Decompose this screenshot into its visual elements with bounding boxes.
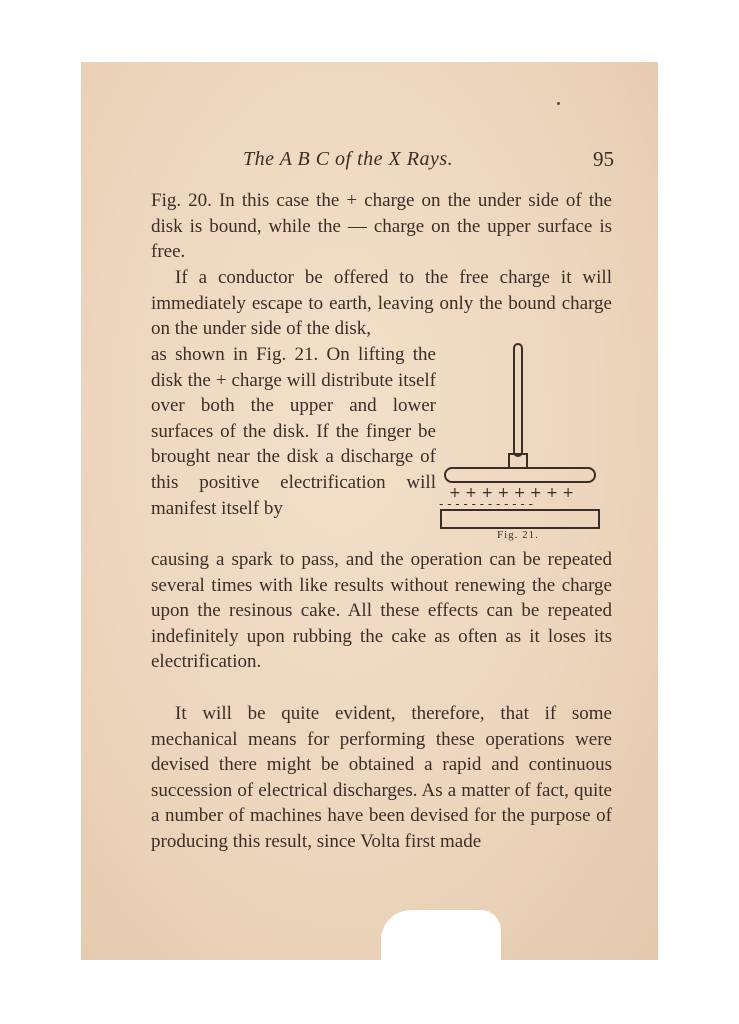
electrophorus-diagram — [439, 341, 607, 549]
figure-caption: Fig. 21. — [497, 529, 539, 541]
metal-disk — [445, 468, 595, 482]
page-edge-mark — [381, 910, 501, 960]
paragraph-3: It will be quite evident, therefore, that if some mechanical means for performing these operations were devised there might be obtained a rapid and continuous succession of electrical discharges. As a matter of fact, quite a number of machines have been devised for the purpose of producing this result, since Volta first made — [151, 703, 612, 852]
paper-speck — [557, 102, 560, 105]
resinous-cake — [441, 510, 599, 528]
paragraph-2-full: If a conductor be offered to the free charge it will immediately escape to earth, leaving only the bound charge on the under side of the disk, — [151, 267, 612, 340]
plus-charges: + + + + + + + + — [449, 485, 574, 501]
page-header — [243, 146, 614, 172]
paragraph-2-wrap: as shown in Fig. 21. On lifting the disk the + charge will distribute itself over both the upper and lower surfaces of the disk. If the finger be brought near the disk a discharge of this positive electrification will manifest itself by — [151, 344, 436, 519]
minus-charges: - - - - - - - - - - - - — [439, 497, 533, 511]
book-page — [81, 62, 658, 960]
paragraph-2-rest: causing a spark to pass, and the operation can be repeated several times with like results without renewing the charge upon the resinous cake. All these effects can be repeated indefinitely upon rubbing the cake as often as it loses its electrification. — [151, 549, 612, 673]
running-title: The A B C of the X Rays. — [243, 148, 454, 170]
page-number: 95 — [593, 147, 614, 171]
handle-rod — [514, 344, 522, 456]
figure-electrophorus — [439, 341, 607, 549]
paragraph-1: Fig. 20. In this case the + charge on the under side of the disk is bound, while the — charge on the upper surface is free. — [151, 190, 612, 263]
